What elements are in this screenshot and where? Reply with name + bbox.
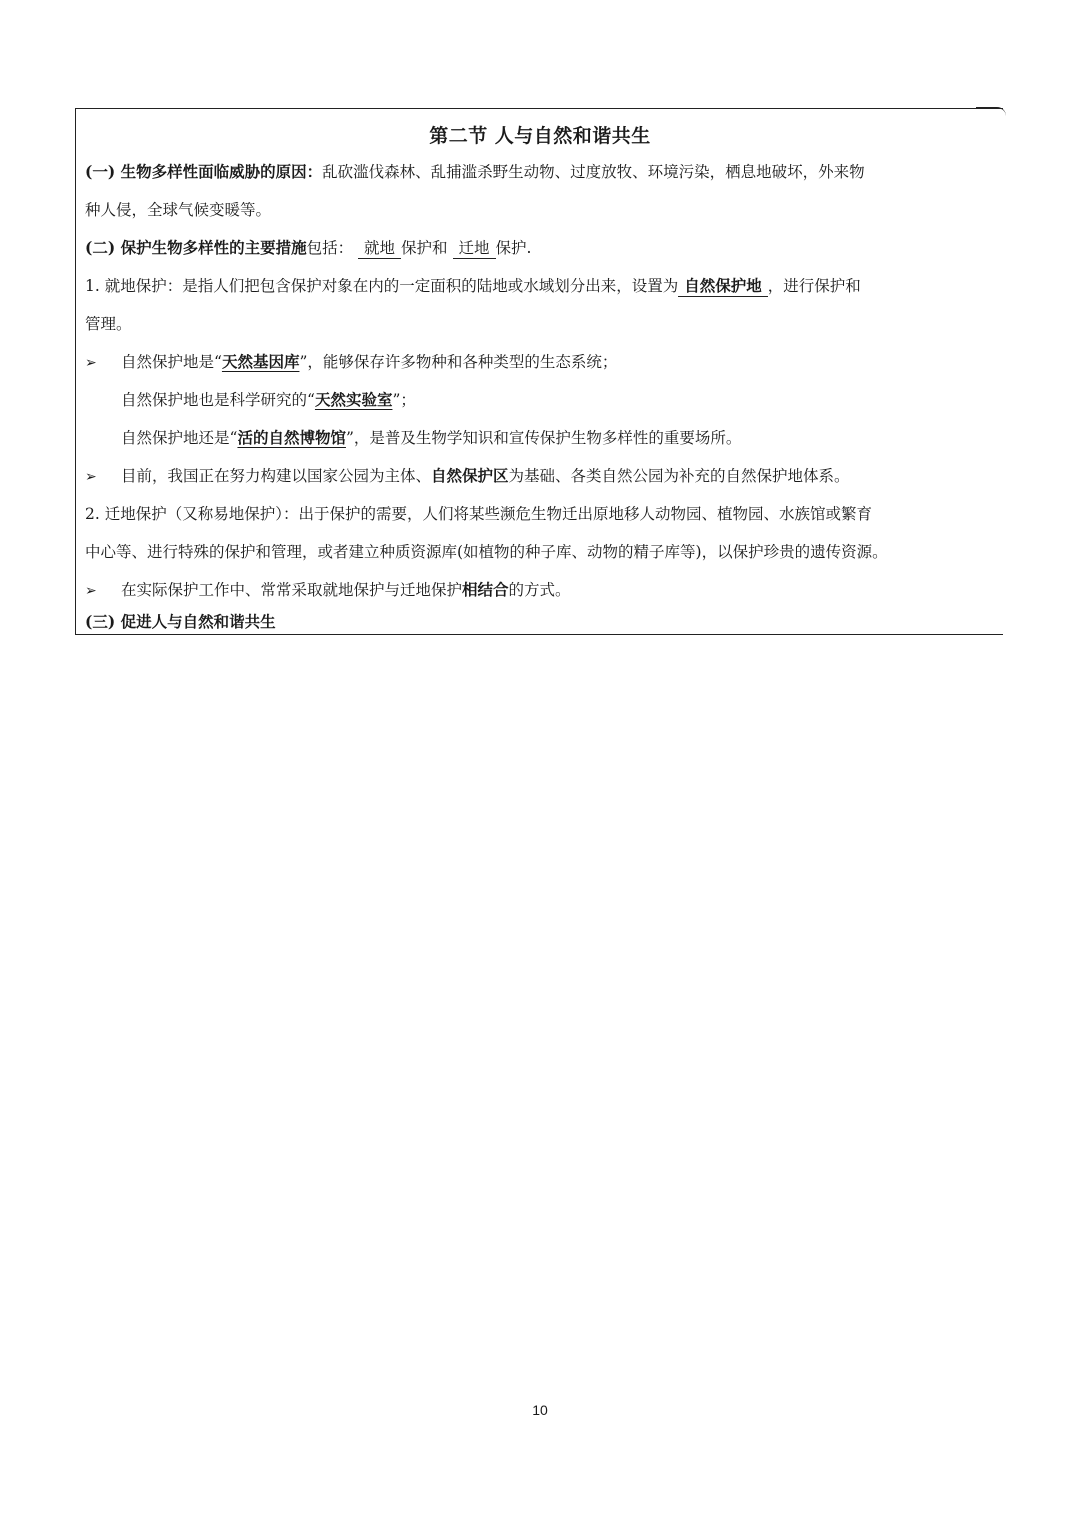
fill-blank-ex-situ: 迁地 [453, 238, 496, 259]
bullet-text: ”； [392, 391, 416, 409]
bullet-gene-bank [85, 351, 617, 374]
ex-situ-paragraph-cont [85, 541, 888, 563]
bullet-text: ”，能够保存许多物种和各种类型的生态系统； [299, 353, 618, 371]
threats-text-cont: 种人侵，全球气候变暖等。 [85, 201, 272, 219]
threats-text: 乱砍滥伐森林、乱捕滥杀野生动物、过度放牧、环境污染，栖息地破坏，外来物 [322, 163, 865, 181]
fill-blank-in-situ: 就地 [358, 238, 401, 259]
bullet-text: 目前，我国正在努力构建以国家公园为主体、 [121, 467, 432, 485]
threats-paragraph-cont [85, 199, 271, 221]
arrow-bullet-icon: ➢ [85, 469, 97, 485]
in-situ-line2: 管理。 [85, 315, 132, 333]
term-combined: 相结合 [462, 580, 509, 599]
fill-blank-nature-reserve: 自然保护地 [678, 276, 768, 297]
threats-paragraph [85, 161, 865, 183]
bullet-text: 为基础、各类自然公园为补充的自然保护地体系。 [508, 467, 850, 485]
arrow-bullet-icon: ➢ [85, 583, 97, 599]
in-situ-pre: 1. 就地保护：是指人们把包含保护对象在内的一定面积的陆地或水域划分出来，设置为 [85, 277, 679, 295]
arrow-bullet-icon: ➢ [85, 355, 97, 371]
bullet-text: ”，是普及生物学知识和宣传保护生物多样性的重要场所。 [345, 429, 742, 447]
bullet-text: 自然保护地是“ [121, 353, 222, 371]
measures-paragraph [85, 237, 531, 259]
threats-label: (一) 生物多样性面临威胁的原因： [85, 162, 323, 181]
bullet-text: 自然保护地也是科学研究的“ [121, 391, 315, 409]
bullet-text: 的方式。 [508, 581, 571, 599]
measures-pre: 包括： [306, 239, 354, 257]
bullet-text: 自然保护地还是“ [121, 429, 238, 447]
term-nature-reserve-zone: 自然保护区 [431, 466, 509, 485]
section-title: 第二节 人与自然和谐共生 [429, 125, 651, 147]
ex-situ-paragraph [85, 503, 872, 525]
measures-mid: 保护和 [401, 239, 448, 257]
bullet-text: 在实际保护工作中、常常采取就地保护与迁地保护 [121, 581, 463, 599]
harmony-heading [85, 611, 276, 633]
in-situ-paragraph [85, 275, 861, 297]
bullet-laboratory [85, 389, 416, 411]
measures-label: (二) 保护生物多样性的主要措施 [85, 238, 307, 257]
content-box [75, 108, 1003, 635]
ex-situ-line1: 2. 迁地保护（又称易地保护）：出于保护的需要，人们将某些濒危生物迁出原地移人动物园、植物园、水族馆或繁育 [85, 505, 872, 523]
bullet-combined [85, 579, 571, 602]
in-situ-paragraph-cont [85, 313, 132, 335]
measures-post: 保护. [495, 239, 532, 257]
in-situ-post: ，进行保护和 [767, 277, 861, 295]
harmony-label: (三) 促进人与自然和谐共生 [85, 612, 276, 631]
bullet-reserve-system [85, 465, 850, 488]
page-number: 10 [532, 1402, 548, 1418]
term-laboratory: 天然实验室 [314, 390, 393, 409]
bullet-museum [85, 427, 741, 449]
term-gene-bank: 天然基因库 [221, 352, 300, 371]
ex-situ-line2: 中心等、进行特殊的保护和管理，或者建立种质资源库(如植物的种子库、动物的精子库等)，以保护珍贵的遗传资源。 [85, 543, 888, 561]
term-museum: 活的自然博物馆 [237, 428, 346, 447]
